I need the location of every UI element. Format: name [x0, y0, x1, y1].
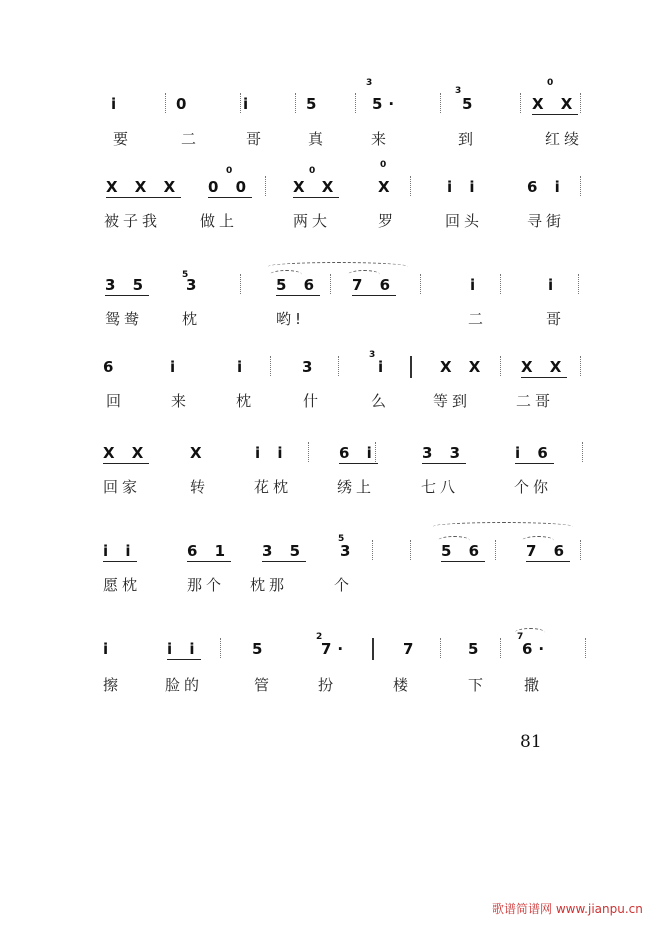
note: 6 i — [527, 178, 566, 196]
note: 7 6 — [352, 276, 397, 294]
dotted-bar-line — [265, 176, 266, 196]
dotted-bar-line — [580, 93, 581, 113]
dotted-bar-line — [240, 93, 241, 113]
grace-note: 5 — [338, 534, 345, 544]
grace-note: 0 — [547, 78, 554, 88]
note: 5 6 — [441, 542, 486, 560]
lyric: 等到 — [433, 392, 472, 410]
note: 6 1 — [187, 542, 232, 560]
note: i — [243, 95, 255, 113]
lyric: 楼 — [393, 676, 413, 694]
note: i 6 — [515, 444, 554, 462]
lyric: 二 — [181, 130, 201, 148]
lyric: 红绫 — [545, 130, 584, 148]
grace-note: 3 — [455, 86, 462, 96]
dotted-bar-line — [410, 176, 411, 196]
dotted-bar-line — [295, 93, 296, 113]
dotted-bar-line — [578, 274, 579, 294]
note: i — [378, 358, 390, 376]
note: i — [548, 276, 560, 294]
lyric: 来 — [171, 392, 191, 410]
lyric: 七八 — [421, 478, 460, 496]
note: X X — [532, 95, 579, 113]
note: X — [190, 444, 208, 462]
grace-note: 3 — [369, 350, 376, 360]
lyric: 回 — [106, 392, 126, 410]
note: 6 — [103, 358, 120, 376]
note: 3 3 — [422, 444, 467, 462]
dotted-bar-line — [372, 540, 373, 560]
lyric: 愿枕 — [103, 576, 142, 594]
lyric: 管 — [254, 676, 274, 694]
note: i — [237, 358, 249, 376]
grace-note: 0 — [226, 166, 233, 176]
lyric: 枕 — [236, 392, 256, 410]
lyric: 来 — [371, 130, 391, 148]
dotted-bar-line — [580, 540, 581, 560]
lyric: 花枕 — [254, 478, 293, 496]
lyric: 要 — [113, 130, 133, 148]
note: 3 5 — [105, 276, 150, 294]
note: X X — [521, 358, 568, 376]
note: i i — [447, 178, 481, 196]
dotted-bar-line — [440, 93, 441, 113]
lyric: 回家 — [103, 478, 142, 496]
lyric: 个你 — [514, 478, 553, 496]
lyric: 做上 — [200, 212, 239, 230]
lyric: 哟! — [276, 310, 306, 328]
tie — [522, 536, 554, 545]
note: i — [470, 276, 482, 294]
grace-note: 7 — [517, 632, 524, 642]
lyric: 么 — [371, 392, 391, 410]
note: 5· — [372, 95, 401, 113]
lyric: 哥 — [546, 310, 566, 328]
note: 7 — [403, 640, 420, 658]
lyric: 罗 — [378, 212, 398, 230]
lyric: 撒 — [524, 676, 544, 694]
lyric: 回头 — [445, 212, 484, 230]
note: 6· — [522, 640, 551, 658]
note: X X — [293, 178, 340, 196]
lyric: 枕那 — [250, 576, 289, 594]
dotted-bar-line — [410, 540, 411, 560]
tie — [270, 270, 302, 279]
dotted-bar-line — [440, 638, 441, 658]
grace-note: 0 — [309, 166, 316, 176]
note: i — [170, 358, 182, 376]
note: i i — [103, 542, 137, 560]
lyric: 什 — [303, 392, 323, 410]
dotted-bar-line — [220, 638, 221, 658]
bar-line — [372, 638, 374, 660]
note: 5 6 — [276, 276, 321, 294]
note: 3 5 — [262, 542, 307, 560]
note: i — [111, 95, 123, 113]
note: X X X — [106, 178, 182, 196]
note: 0 0 — [208, 178, 253, 196]
bar-line — [410, 356, 412, 378]
lyric: 两大 — [293, 212, 332, 230]
note: X — [378, 178, 396, 196]
lyric: 擦 — [103, 676, 123, 694]
dotted-bar-line — [495, 540, 496, 560]
tie — [438, 536, 470, 545]
dotted-bar-line — [308, 442, 309, 462]
lyric: 鸳鸯 — [105, 310, 144, 328]
grace-note: 5 — [182, 270, 189, 280]
lyric: 二 — [468, 310, 488, 328]
note: i i — [167, 640, 201, 658]
note: i — [103, 640, 115, 658]
lyric: 扮 — [318, 676, 338, 694]
lyric: 寻街 — [527, 212, 566, 230]
note: 0 — [176, 95, 193, 113]
dotted-bar-line — [330, 274, 331, 294]
dotted-bar-line — [582, 442, 583, 462]
page-number: 81 — [520, 732, 542, 752]
lyric: 二哥 — [516, 392, 555, 410]
note: 3 — [186, 276, 203, 294]
note: 3 — [302, 358, 319, 376]
note: X X — [440, 358, 487, 376]
watermark-url: www.jianpu.cn — [555, 902, 643, 916]
dotted-bar-line — [338, 356, 339, 376]
watermark — [492, 900, 643, 917]
dotted-bar-line — [240, 274, 241, 294]
dotted-bar-line — [270, 356, 271, 376]
lyric: 转 — [190, 478, 210, 496]
note: 5 — [306, 95, 323, 113]
note: X X — [103, 444, 150, 462]
grace-note: 3 — [366, 78, 373, 88]
dotted-bar-line — [500, 274, 501, 294]
note: 7 6 — [526, 542, 571, 560]
lyric: 绣上 — [337, 478, 376, 496]
lyric: 哥 — [246, 130, 266, 148]
dotted-bar-line — [500, 638, 501, 658]
lyric: 下 — [468, 676, 488, 694]
note: 3 — [340, 542, 357, 560]
grace-note: 0 — [380, 160, 387, 170]
note: 5 — [462, 95, 479, 113]
watermark-cn: 歌谱简谱网 — [492, 902, 553, 916]
note: 6 i — [339, 444, 378, 462]
dotted-bar-line — [420, 274, 421, 294]
grace-note: 2 — [316, 632, 323, 642]
dotted-bar-line — [580, 356, 581, 376]
tie — [348, 270, 380, 279]
note: 5 — [468, 640, 485, 658]
dotted-bar-line — [500, 356, 501, 376]
dotted-bar-line — [520, 93, 521, 113]
lyric: 真 — [308, 130, 328, 148]
lyric: 被子我 — [104, 212, 162, 230]
lyric: 枕 — [182, 310, 202, 328]
tie — [515, 628, 545, 637]
lyric: 个 — [334, 576, 354, 594]
lyric: 到 — [458, 130, 478, 148]
dotted-bar-line — [165, 93, 166, 113]
lyric: 脸的 — [165, 676, 204, 694]
note: i i — [255, 444, 289, 462]
lyric: 那个 — [187, 576, 226, 594]
dotted-bar-line — [585, 638, 586, 658]
dotted-bar-line — [375, 442, 376, 462]
dotted-bar-line — [580, 176, 581, 196]
note: 5 — [252, 640, 269, 658]
note: 7· — [321, 640, 350, 658]
dotted-bar-line — [355, 93, 356, 113]
slur — [433, 522, 573, 531]
